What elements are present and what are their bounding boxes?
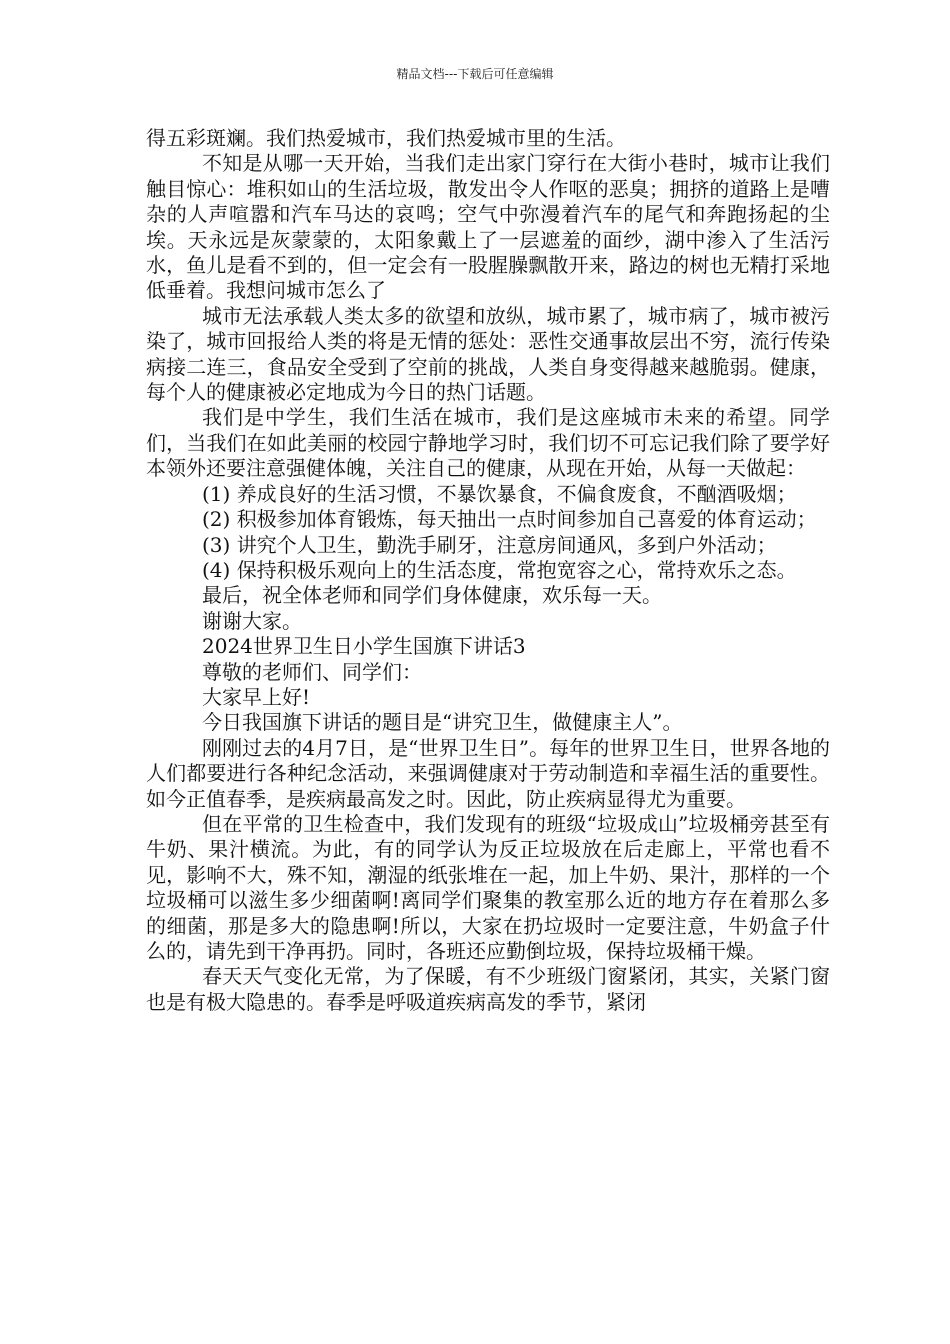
closing-wish: 最后，祝全体老师和同学们身体健康，欢乐每一天。	[202, 583, 662, 608]
list-item-4: (4) 保持积极乐观向上的生活态度，常抱宽容之心，常持欢乐之态。	[202, 557, 797, 582]
paragraph-4: 我们是中学生，我们生活在城市，我们是这座城市未来的希望。同学们，当我们在如此美丽的校园宁静地学习时，我们切不可忘记我们除了要学好本领外还要注意强健体魄，关注自己的健康，从现在开始，从每一天做起：	[146, 405, 830, 481]
list-item-3: (3) 讲究个人卫生，勤洗手刷牙，注意房间通风，多到户外活动；	[202, 532, 777, 557]
section-title: 2024世界卫生日小学生国旗下讲话3	[202, 634, 526, 659]
page-header: 精品文档---下载后可任意编辑	[396, 67, 554, 81]
paragraph-5: 刚刚过去的4月7日，是“世界卫生日”。每年的世界卫生日，世界各地的人们都要进行各种纪念活动，来强调健康对于劳动制造和幸福生活的重要性。如今正值春季，是疾病最高发之时。因此，防止疾病显得尤为重要。	[146, 735, 830, 811]
list-item-2: (2) 积极参加体育锻炼，每天抽出一点时间参加自己喜爱的体育运动；	[202, 507, 817, 532]
paragraph-1: 得五彩斑斓。我们热爱城市，我们热爱城市里的生活。	[146, 126, 626, 150]
paragraph-3: 城市无法承载人类太多的欲望和放纵，城市累了，城市病了，城市被污染了，城市回报给人类的将是无情的惩处：恶性交通事故层出不穷，流行传染病接二连三，食品安全受到了空前的挑战，人类自身变得越来越脆弱。健康，每个人的健康被必定地成为今日的热门话题。	[146, 303, 830, 405]
list-item-1: (1) 养成良好的生活习惯，不暴饮暴食，不偏食废食，不酗酒吸烟；	[202, 481, 797, 506]
thanks-line: 谢谢大家。	[202, 608, 302, 633]
paragraph-7: 春天天气变化无常，为了保暖，有不少班级门窗紧闭，其实，关紧门窗也是有极大隐患的。春季是呼吸道疾病高发的季节，紧闭	[146, 964, 830, 1014]
speech-topic: 今日我国旗下讲话的题目是“讲究卫生，做健康主人”。	[202, 710, 683, 735]
salutation: 尊敬的老师们、同学们：	[202, 659, 422, 684]
paragraph-6: 但在平常的卫生检查中，我们发现有的班级“垃圾成山”垃圾桶旁甚至有牛奶、果汁横流。为此，有的同学认为反正垃圾放在后走廊上，平常也看不见，影响不大，殊不知，潮湿的纸张堆在一起，加上牛奶、果汁，那样的一个垃圾桶可以滋生多少细菌啊!离同学们聚集的教室那么近的地方存在着那么多的细菌，那是多大的隐患啊!所以，大家在扔垃圾时一定要注意，牛奶盒子什么的，请先到干净再扔。同时，各班还应勤倒垃圾，保持垃圾桶干燥。	[146, 811, 830, 963]
paragraph-2: 不知是从哪一天开始，当我们走出家门穿行在大街小巷时，城市让我们触目惊心：堆积如山的生活垃圾，散发出令人作呕的恶臭；拥挤的道路上是嘈杂的人声喧嚣和汽车马达的哀鸣；空气中弥漫着汽车的尾气和奔跑扬起的尘埃。天永远是灰蒙蒙的，太阳象戴上了一层遮羞的面纱，湖中渗入了生活污水，鱼儿是看不到的，但一定会有一股腥臊飘散开来，路边的树也无精打采地低垂着。我想问城市怎么了	[146, 151, 830, 303]
greeting: 大家早上好!	[202, 684, 311, 709]
document-body	[146, 126, 830, 1015]
